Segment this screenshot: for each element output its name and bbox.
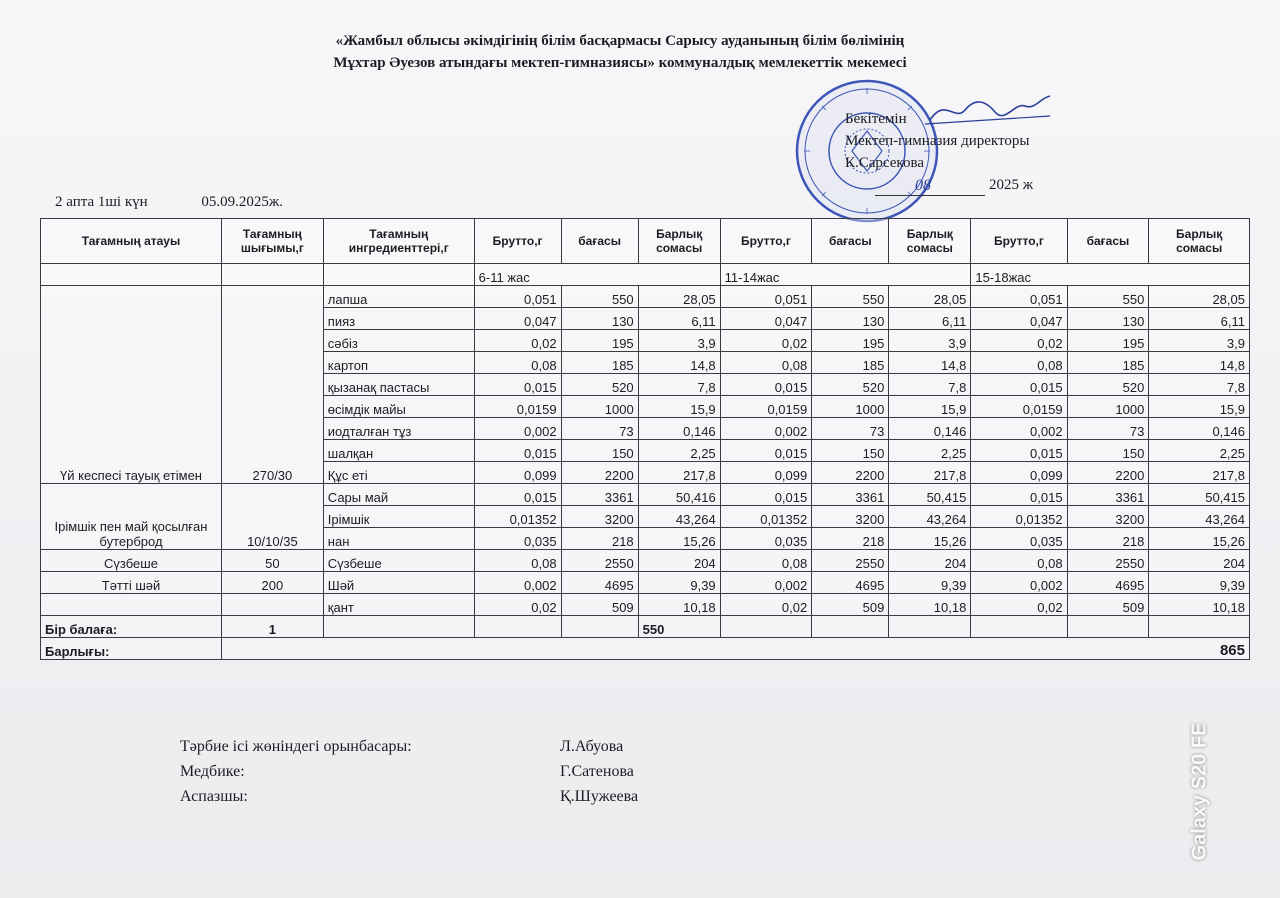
- price-cell-group-3: 4695: [1067, 572, 1149, 594]
- signature-name: Г.Сатенова: [560, 763, 634, 780]
- brutto-cell-group-1: 0,099: [474, 462, 561, 484]
- price-cell-group-3: 509: [1067, 594, 1149, 616]
- price-cell-group-2: 509: [812, 594, 889, 616]
- total-cell-group-1: 9,39: [638, 572, 720, 594]
- signature-name: Л.Абуова: [560, 738, 624, 755]
- total-cell-group-2: 9,39: [889, 572, 971, 594]
- col-total-2: Барлық сомасы: [889, 219, 971, 264]
- col-yield: Тағамның шығымы,г: [222, 219, 324, 264]
- approval-date-handwritten: 08: [915, 177, 931, 194]
- total-cell-group-1: 2,25: [638, 440, 720, 462]
- per-child-sum: 550: [638, 616, 720, 638]
- total-cell-group-1: 14,8: [638, 352, 720, 374]
- ingredient-name: Құс еті: [323, 462, 474, 484]
- total-cell-group-2: 28,05: [889, 286, 971, 308]
- price-cell-group-1: 130: [561, 308, 638, 330]
- brutto-cell-group-1: 0,035: [474, 528, 561, 550]
- total-cell-group-3: 204: [1149, 550, 1250, 572]
- brutto-cell-group-3: 0,002: [971, 572, 1067, 594]
- dish-yield: 200: [222, 572, 324, 594]
- per-child-count: 1: [222, 616, 324, 638]
- total-cell-group-1: 10,18: [638, 594, 720, 616]
- price-cell-group-2: 550: [812, 286, 889, 308]
- menu-table: [40, 218, 1250, 660]
- signature-role: Медбике:: [180, 763, 245, 780]
- header-row: [41, 219, 1250, 264]
- ingredient-name: иодталған тұз: [323, 418, 474, 440]
- col-dish-name: Тағамның атауы: [41, 219, 222, 264]
- total-cell-group-2: 7,8: [889, 374, 971, 396]
- ingredient-name: сәбіз: [323, 330, 474, 352]
- price-cell-group-3: 550: [1067, 286, 1149, 308]
- camera-watermark: [1185, 700, 1215, 890]
- brutto-cell-group-3: 0,02: [971, 594, 1067, 616]
- brutto-cell-group-2: 0,035: [720, 528, 812, 550]
- col-brutto-2: Брутто,г: [720, 219, 812, 264]
- price-cell-group-2: 3361: [812, 484, 889, 506]
- total-cell-group-3: 3,9: [1149, 330, 1250, 352]
- menu-day-label: 2 апта 1ші күн: [55, 194, 148, 210]
- table-row: [41, 594, 1250, 616]
- price-cell-group-3: 218: [1067, 528, 1149, 550]
- signature-row: [180, 784, 638, 809]
- total-cell-group-3: 50,415: [1149, 484, 1250, 506]
- table-row: [41, 484, 1250, 506]
- price-cell-group-3: 150: [1067, 440, 1149, 462]
- dish-yield: 270/30: [222, 286, 324, 484]
- brutto-cell-group-1: 0,015: [474, 484, 561, 506]
- price-cell-group-2: 218: [812, 528, 889, 550]
- approval-date: [845, 174, 1033, 196]
- ingredient-name: нан: [323, 528, 474, 550]
- price-cell-group-2: 195: [812, 330, 889, 352]
- dish-name: Сүзбеше: [41, 550, 222, 572]
- col-total-3: Барлық сомасы: [1149, 219, 1250, 264]
- brutto-cell-group-3: 0,01352: [971, 506, 1067, 528]
- col-price-3: бағасы: [1067, 219, 1149, 264]
- total-cell-group-1: 217,8: [638, 462, 720, 484]
- price-cell-group-2: 2200: [812, 462, 889, 484]
- total-cell-group-2: 43,264: [889, 506, 971, 528]
- header-line-2: Мұхтар Әуезов атындағы мектеп-гимназиясы» коммуналдық мемлекеттік мекемесі: [333, 55, 907, 71]
- total-cell-group-3: 15,9: [1149, 396, 1250, 418]
- total-cell-group-3: 15,26: [1149, 528, 1250, 550]
- brutto-cell-group-3: 0,047: [971, 308, 1067, 330]
- brutto-cell-group-1: 0,02: [474, 594, 561, 616]
- brutto-cell-group-1: 0,02: [474, 330, 561, 352]
- brutto-cell-group-3: 0,015: [971, 484, 1067, 506]
- brutto-cell-group-2: 0,015: [720, 374, 812, 396]
- age-group-15-18: 15-18жас: [971, 264, 1250, 286]
- dish-yield: [222, 594, 324, 616]
- brutto-cell-group-2: 0,0159: [720, 396, 812, 418]
- brutto-cell-group-2: 0,051: [720, 286, 812, 308]
- table-row: [41, 286, 1250, 308]
- price-cell-group-2: 2550: [812, 550, 889, 572]
- total-cell-group-2: 6,11: [889, 308, 971, 330]
- ingredient-name: Сүзбеше: [323, 550, 474, 572]
- camera-watermark-text: Galaxy S20 FE: [1188, 722, 1211, 861]
- table-row: [41, 572, 1250, 594]
- total-cell-group-3: 14,8: [1149, 352, 1250, 374]
- price-cell-group-2: 3200: [812, 506, 889, 528]
- total-cell-group-3: 43,264: [1149, 506, 1250, 528]
- price-cell-group-2: 1000: [812, 396, 889, 418]
- signature-role: Аспазшы:: [180, 788, 248, 805]
- total-cell-group-2: 15,26: [889, 528, 971, 550]
- table-row: [41, 550, 1250, 572]
- price-cell-group-3: 73: [1067, 418, 1149, 440]
- approval-year: 2025 ж: [989, 177, 1034, 193]
- brutto-cell-group-3: 0,08: [971, 550, 1067, 572]
- col-price-2: бағасы: [812, 219, 889, 264]
- total-cell-group-1: 7,8: [638, 374, 720, 396]
- total-cell-group-1: 15,9: [638, 396, 720, 418]
- price-cell-group-3: 2200: [1067, 462, 1149, 484]
- price-cell-group-1: 4695: [561, 572, 638, 594]
- menu-date: 05.09.2025ж.: [201, 194, 284, 210]
- total-cell-group-2: 217,8: [889, 462, 971, 484]
- total-cell-group-3: 0,146: [1149, 418, 1250, 440]
- dish-yield: 10/10/35: [222, 484, 324, 550]
- ingredient-name: Сары май: [323, 484, 474, 506]
- total-cell-group-1: 204: [638, 550, 720, 572]
- ingredient-name: қант: [323, 594, 474, 616]
- brutto-cell-group-1: 0,051: [474, 286, 561, 308]
- menu-day-line: [55, 194, 283, 211]
- per-child-label: Бір балаға:: [41, 616, 222, 638]
- col-total-1: Барлық сомасы: [638, 219, 720, 264]
- total-cell-group-1: 15,26: [638, 528, 720, 550]
- brutto-cell-group-2: 0,047: [720, 308, 812, 330]
- grand-total-row: [41, 638, 1250, 660]
- brutto-cell-group-1: 0,0159: [474, 396, 561, 418]
- price-cell-group-1: 195: [561, 330, 638, 352]
- brutto-cell-group-3: 0,0159: [971, 396, 1067, 418]
- per-child-row: [41, 616, 1250, 638]
- price-cell-group-2: 520: [812, 374, 889, 396]
- brutto-cell-group-1: 0,002: [474, 572, 561, 594]
- total-cell-group-2: 10,18: [889, 594, 971, 616]
- brutto-cell-group-2: 0,099: [720, 462, 812, 484]
- price-cell-group-3: 520: [1067, 374, 1149, 396]
- brutto-cell-group-2: 0,02: [720, 330, 812, 352]
- header-line-1: «Жамбыл облысы әкімдігінің білім басқармасы Сарысу ауданының білім бөлімінің: [335, 33, 905, 49]
- brutto-cell-group-2: 0,08: [720, 550, 812, 572]
- total-cell-group-2: 204: [889, 550, 971, 572]
- total-cell-group-2: 2,25: [889, 440, 971, 462]
- ingredient-name: Шәй: [323, 572, 474, 594]
- total-cell-group-1: 28,05: [638, 286, 720, 308]
- brutto-cell-group-1: 0,002: [474, 418, 561, 440]
- col-ingredients: Тағамның ингредиенттері,г: [323, 219, 474, 264]
- price-cell-group-1: 520: [561, 374, 638, 396]
- total-cell-group-2: 0,146: [889, 418, 971, 440]
- ingredient-name: қызанақ пастасы: [323, 374, 474, 396]
- organization-header: [240, 30, 1000, 74]
- total-cell-group-3: 28,05: [1149, 286, 1250, 308]
- approval-position: Мектеп-гимназия директоры: [845, 133, 1030, 149]
- grand-total-label: Барлығы:: [41, 638, 222, 660]
- ingredient-name: лапша: [323, 286, 474, 308]
- total-cell-group-3: 7,8: [1149, 374, 1250, 396]
- approval-director-name: К.Сарсекова: [845, 155, 924, 171]
- price-cell-group-1: 509: [561, 594, 638, 616]
- signature-row: [180, 734, 638, 759]
- price-cell-group-3: 130: [1067, 308, 1149, 330]
- menu-table-body: [41, 286, 1250, 616]
- price-cell-group-3: 2550: [1067, 550, 1149, 572]
- total-cell-group-3: 9,39: [1149, 572, 1250, 594]
- price-cell-group-2: 4695: [812, 572, 889, 594]
- brutto-cell-group-3: 0,002: [971, 418, 1067, 440]
- brutto-cell-group-2: 0,002: [720, 418, 812, 440]
- col-brutto-1: Брутто,г: [474, 219, 561, 264]
- price-cell-group-2: 185: [812, 352, 889, 374]
- price-cell-group-3: 195: [1067, 330, 1149, 352]
- brutto-cell-group-3: 0,08: [971, 352, 1067, 374]
- brutto-cell-group-2: 0,015: [720, 440, 812, 462]
- dish-yield: 50: [222, 550, 324, 572]
- dish-name: [41, 594, 222, 616]
- signature-role: Тәрбие ісі жөніндегі орынбасары:: [180, 738, 412, 755]
- age-group-11-14: 11-14жас: [720, 264, 971, 286]
- ingredient-name: Ірімшік: [323, 506, 474, 528]
- dish-name: Тәтті шәй: [41, 572, 222, 594]
- total-cell-group-2: 3,9: [889, 330, 971, 352]
- price-cell-group-1: 3200: [561, 506, 638, 528]
- ingredient-name: өсімдік майы: [323, 396, 474, 418]
- total-cell-group-2: 14,8: [889, 352, 971, 374]
- age-group-row: [41, 264, 1250, 286]
- price-cell-group-1: 218: [561, 528, 638, 550]
- price-cell-group-3: 3200: [1067, 506, 1149, 528]
- total-cell-group-3: 2,25: [1149, 440, 1250, 462]
- price-cell-group-1: 550: [561, 286, 638, 308]
- brutto-cell-group-1: 0,015: [474, 374, 561, 396]
- total-cell-group-3: 6,11: [1149, 308, 1250, 330]
- signatures-block: [180, 734, 638, 809]
- price-cell-group-1: 185: [561, 352, 638, 374]
- dish-name: Ірімшік пен май қосылған бутерброд: [41, 484, 222, 550]
- ingredient-name: картоп: [323, 352, 474, 374]
- total-cell-group-1: 6,11: [638, 308, 720, 330]
- price-cell-group-1: 73: [561, 418, 638, 440]
- brutto-cell-group-2: 0,08: [720, 352, 812, 374]
- approval-title: Бекітемін: [845, 111, 907, 127]
- brutto-cell-group-2: 0,002: [720, 572, 812, 594]
- total-cell-group-1: 3,9: [638, 330, 720, 352]
- grand-total-value: 865: [222, 638, 1250, 660]
- brutto-cell-group-3: 0,02: [971, 330, 1067, 352]
- brutto-cell-group-1: 0,08: [474, 352, 561, 374]
- col-brutto-3: Брутто,г: [971, 219, 1067, 264]
- price-cell-group-2: 150: [812, 440, 889, 462]
- price-cell-group-3: 185: [1067, 352, 1149, 374]
- brutto-cell-group-3: 0,015: [971, 374, 1067, 396]
- ingredient-name: пияз: [323, 308, 474, 330]
- dish-name: Үй кеспесі тауық етімен: [41, 286, 222, 484]
- price-cell-group-2: 73: [812, 418, 889, 440]
- approval-block: [845, 108, 1033, 196]
- brutto-cell-group-3: 0,051: [971, 286, 1067, 308]
- signature-row: [180, 759, 638, 784]
- price-cell-group-1: 2200: [561, 462, 638, 484]
- brutto-cell-group-3: 0,015: [971, 440, 1067, 462]
- price-cell-group-1: 2550: [561, 550, 638, 572]
- signature-name: Қ.Шужеева: [560, 788, 639, 805]
- total-cell-group-2: 50,415: [889, 484, 971, 506]
- brutto-cell-group-1: 0,08: [474, 550, 561, 572]
- brutto-cell-group-2: 0,02: [720, 594, 812, 616]
- brutto-cell-group-1: 0,01352: [474, 506, 561, 528]
- age-group-6-11: 6-11 жас: [474, 264, 720, 286]
- price-cell-group-1: 1000: [561, 396, 638, 418]
- brutto-cell-group-3: 0,099: [971, 462, 1067, 484]
- total-cell-group-1: 43,264: [638, 506, 720, 528]
- total-cell-group-1: 50,416: [638, 484, 720, 506]
- brutto-cell-group-2: 0,01352: [720, 506, 812, 528]
- col-price-1: бағасы: [561, 219, 638, 264]
- total-cell-group-3: 10,18: [1149, 594, 1250, 616]
- brutto-cell-group-1: 0,047: [474, 308, 561, 330]
- total-cell-group-2: 15,9: [889, 396, 971, 418]
- approval-date-blank: [875, 179, 985, 196]
- ingredient-name: шалқан: [323, 440, 474, 462]
- price-cell-group-2: 130: [812, 308, 889, 330]
- brutto-cell-group-2: 0,015: [720, 484, 812, 506]
- price-cell-group-3: 1000: [1067, 396, 1149, 418]
- price-cell-group-3: 3361: [1067, 484, 1149, 506]
- total-cell-group-1: 0,146: [638, 418, 720, 440]
- total-cell-group-3: 217,8: [1149, 462, 1250, 484]
- brutto-cell-group-1: 0,015: [474, 440, 561, 462]
- price-cell-group-1: 150: [561, 440, 638, 462]
- brutto-cell-group-3: 0,035: [971, 528, 1067, 550]
- price-cell-group-1: 3361: [561, 484, 638, 506]
